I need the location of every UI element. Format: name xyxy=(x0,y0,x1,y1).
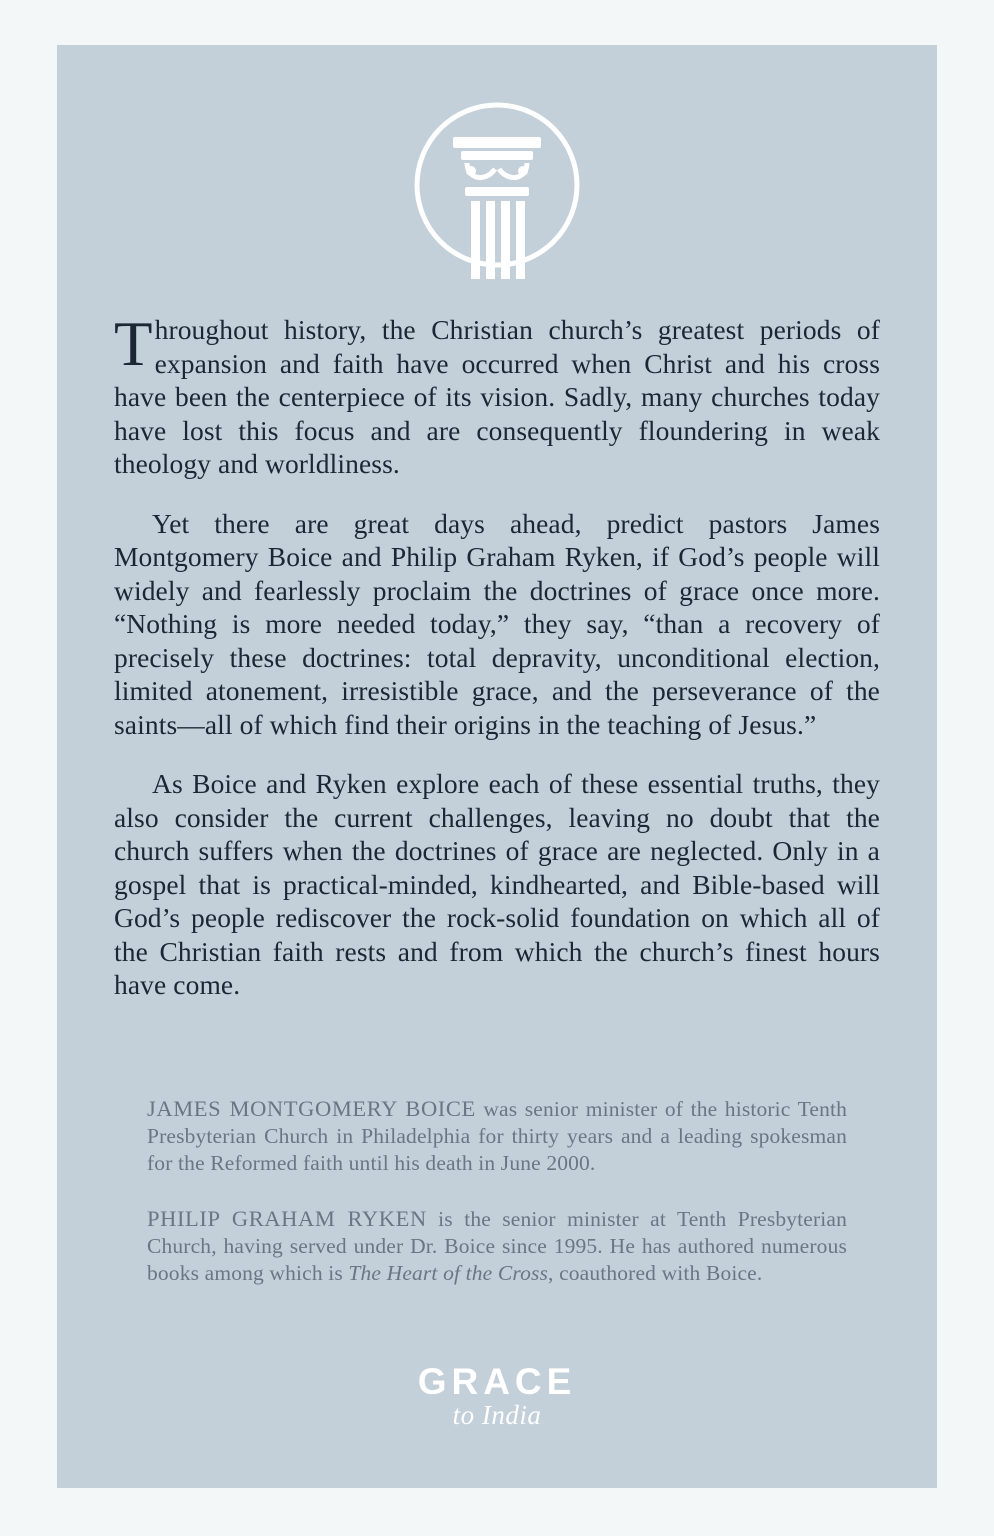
brand-tagline: to India xyxy=(452,1400,542,1430)
bio-ryken-text-after: , coauthored with Boice. xyxy=(548,1261,763,1285)
brand-name: GRACE xyxy=(417,1361,577,1402)
logo-container xyxy=(57,97,937,283)
bio-boice-text: was senior minister of the historic Tenth Presbyterian Church in Philadelphia for thirty years and a leading spokesman for the Reformed faith until his death in June 2000. xyxy=(147,1097,847,1175)
paragraph-1 xyxy=(114,309,880,481)
bio-boice-name: JAMES MONTGOMERY BOICE xyxy=(147,1096,476,1121)
bio-ryken xyxy=(147,1205,847,1287)
paragraph-2: Yet there are great days ahead, predict pastors James Montgomery Boice and Philip Graham Ryken, if God’s people will widely and fearlessly proclaim the doctrines of grace once more. “Nothing is more needed today,” they say, “than a recovery of precisely these doctrines: total depravity, unconditional election, limited atonement, irresistible grace, and the perseverance of the saints—all of which find their origins in the teaching of Jesus.” xyxy=(114,507,880,740)
bio-boice xyxy=(147,1095,847,1177)
pillar-in-circle-icon xyxy=(409,97,585,283)
description-text xyxy=(114,309,880,1028)
bio-ryken-text-before: is the senior minister at Tenth Presbyterian Church, having served under Dr. Boice since 1995. He has authored numerous books among which is xyxy=(147,1207,847,1285)
bio-ryken-name: PHILIP GRAHAM RYKEN xyxy=(147,1206,427,1231)
publisher-brand xyxy=(57,1362,937,1430)
paragraph-1-text: hroughout history, the Christian church’s greatest periods of expansion and faith have occurred when Christ and his cross have been the centerpiece of its vision. Sadly, many churches today have lost this focus and are consequently floundering in weak theology and worldliness. xyxy=(114,314,880,479)
book-back-cover xyxy=(57,45,937,1488)
paragraph-3: As Boice and Ryken explore each of these essential truths, they also consider the current challenges, leaving no doubt that the church suffers when the doctrines of grace are neglected. Only in a gospel that is practical-minded, kindhearted, and Bible-based will God’s people rediscover the rock-solid foundation on which all of the Christian faith rests and from which the church’s finest hours have come. xyxy=(114,768,880,1000)
bio-ryken-book-title: The Heart of the Cross xyxy=(348,1261,549,1285)
author-bios xyxy=(147,1095,847,1315)
drop-cap: T xyxy=(114,309,153,379)
